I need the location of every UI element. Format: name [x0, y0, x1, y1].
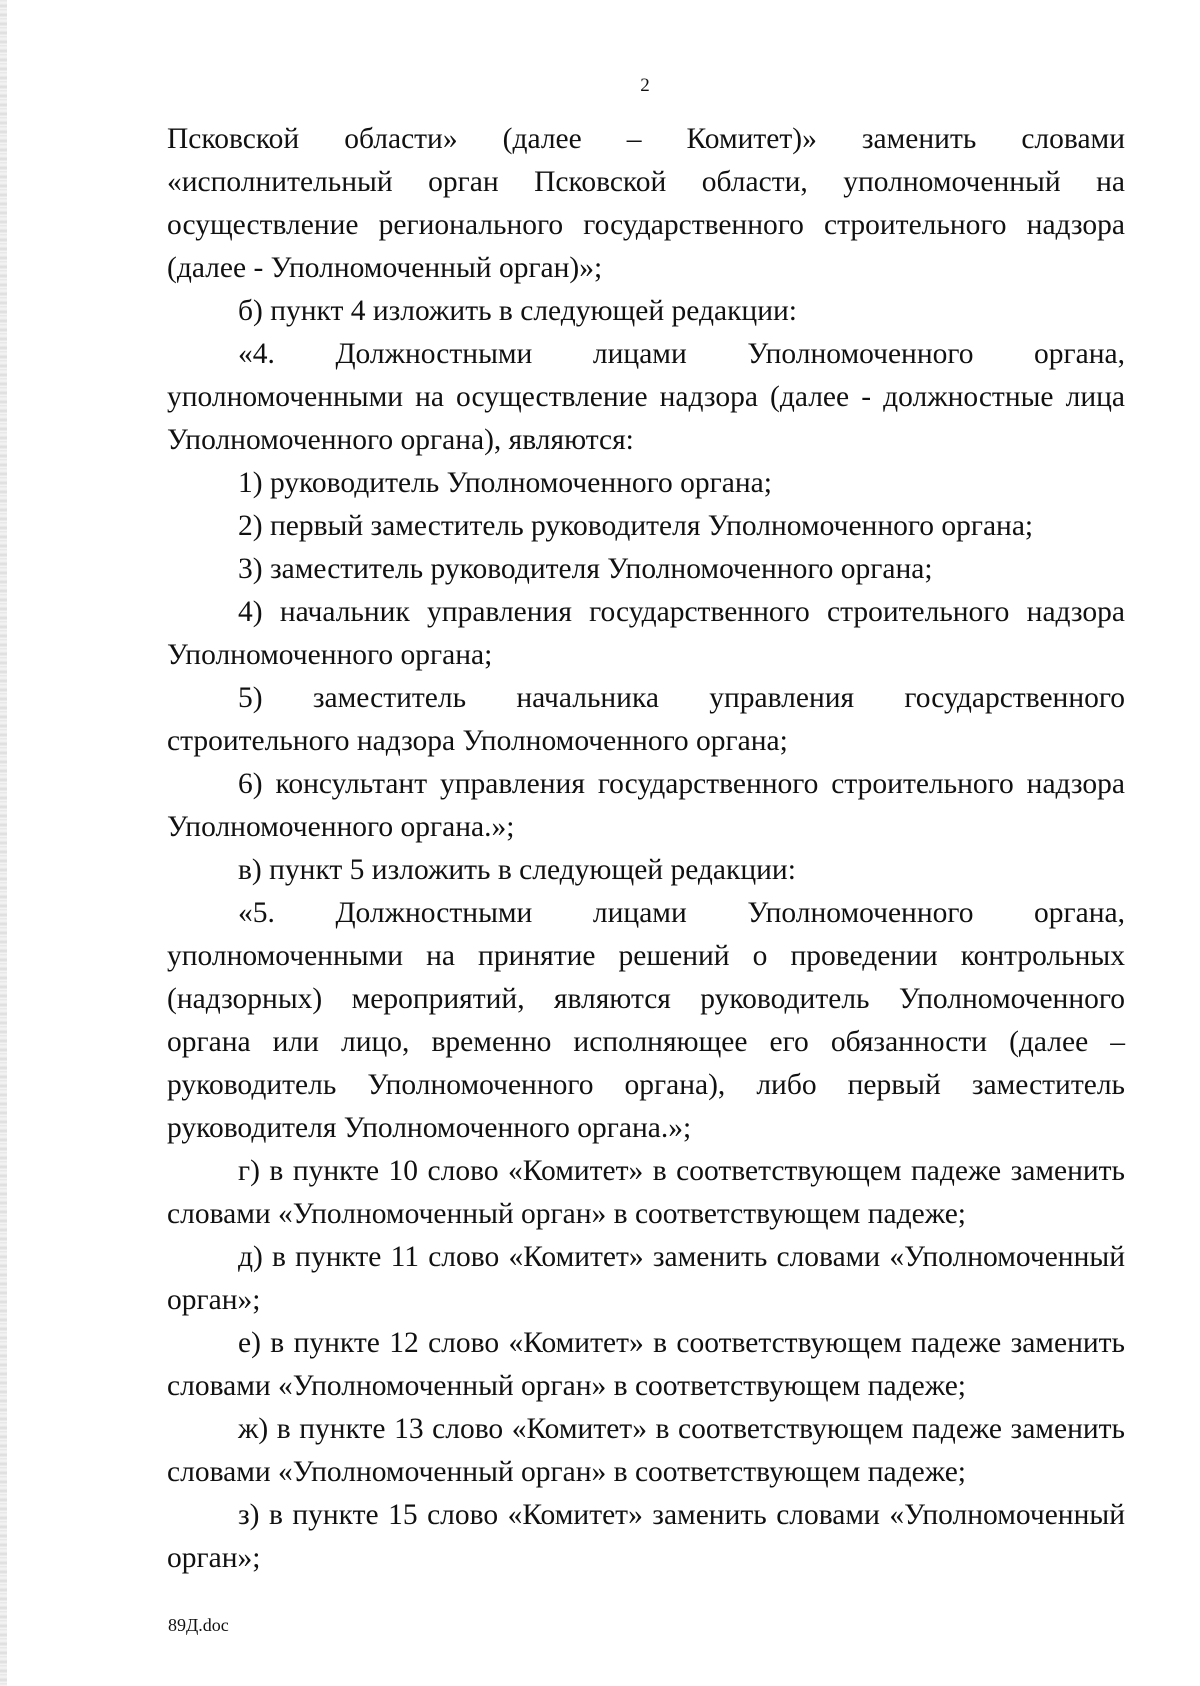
list-item-2: 2) первый заместитель руководителя Уполномоченного органа;: [238, 510, 1034, 542]
paragraph-point-5: «5. Должностными лицами Уполномоченного органа, уполномоченными на принятие решений о проведении контрольных (надзорных) мероприятий, являются руководитель Уполномоченного органа или лицо, временно исполняющее его обязанности (далее – руководитель Уполномоченного органа), либо первый заместитель руководителя Уполномоченного органа.»;: [167, 897, 1125, 1144]
list-item-4: 4) начальник управления государственного строительного надзора Уполномоченного органа;: [167, 596, 1125, 671]
list-item-6: 6) консультант управления государственного строительного надзора Уполномоченного органа.»;: [167, 768, 1125, 843]
paragraph-item-z: з) в пункте 15 слово «Комитет» заменить словами «Уполномоченный орган»;: [167, 1499, 1125, 1574]
paragraph-item-v: в) пункт 5 изложить в следующей редакции:: [238, 854, 796, 886]
document-body: [167, 118, 1125, 1580]
paragraph-item-g: г) в пункте 10 слово «Комитет» в соответствующем падеже заменить словами «Уполномоченный орган» в соответствующем падеже;: [167, 1155, 1125, 1230]
list-item-3: 3) заместитель руководителя Уполномоченного органа;: [238, 553, 933, 585]
page-number: 2: [640, 75, 650, 96]
paragraph-item-d: д) в пункте 11 слово «Комитет» заменить словами «Уполномоченный орган»;: [167, 1241, 1125, 1316]
paragraph-item-e: е) в пункте 12 слово «Комитет» в соответствующем падеже заменить словами «Уполномоченный орган» в соответствующем падеже;: [167, 1327, 1125, 1402]
paragraph-continuation: Псковской области» (далее – Комитет)» заменить словами «исполнительный орган Псковской области, уполномоченный на осуществление регионального государственного строительного надзора (далее - Уполномоченный орган)»;: [167, 123, 1125, 284]
footer-filename: 89Д.doc: [168, 1615, 229, 1635]
paragraph-item-b: б) пункт 4 изложить в следующей редакции:: [238, 295, 797, 327]
paragraph-point-4: «4. Должностными лицами Уполномоченного органа, уполномоченными на осуществление надзора (далее - должностные лица Уполномоченного органа), являются:: [167, 338, 1125, 456]
list-item-1: 1) руководитель Уполномоченного органа;: [238, 467, 772, 499]
scan-edge: [0, 0, 7, 1686]
paragraph-item-zh: ж) в пункте 13 слово «Комитет» в соответствующем падеже заменить словами «Уполномоченный орган» в соответствующем падеже;: [167, 1413, 1125, 1488]
list-item-5: 5) заместитель начальника управления государственного строительного надзора Уполномоченного органа;: [167, 682, 1125, 757]
